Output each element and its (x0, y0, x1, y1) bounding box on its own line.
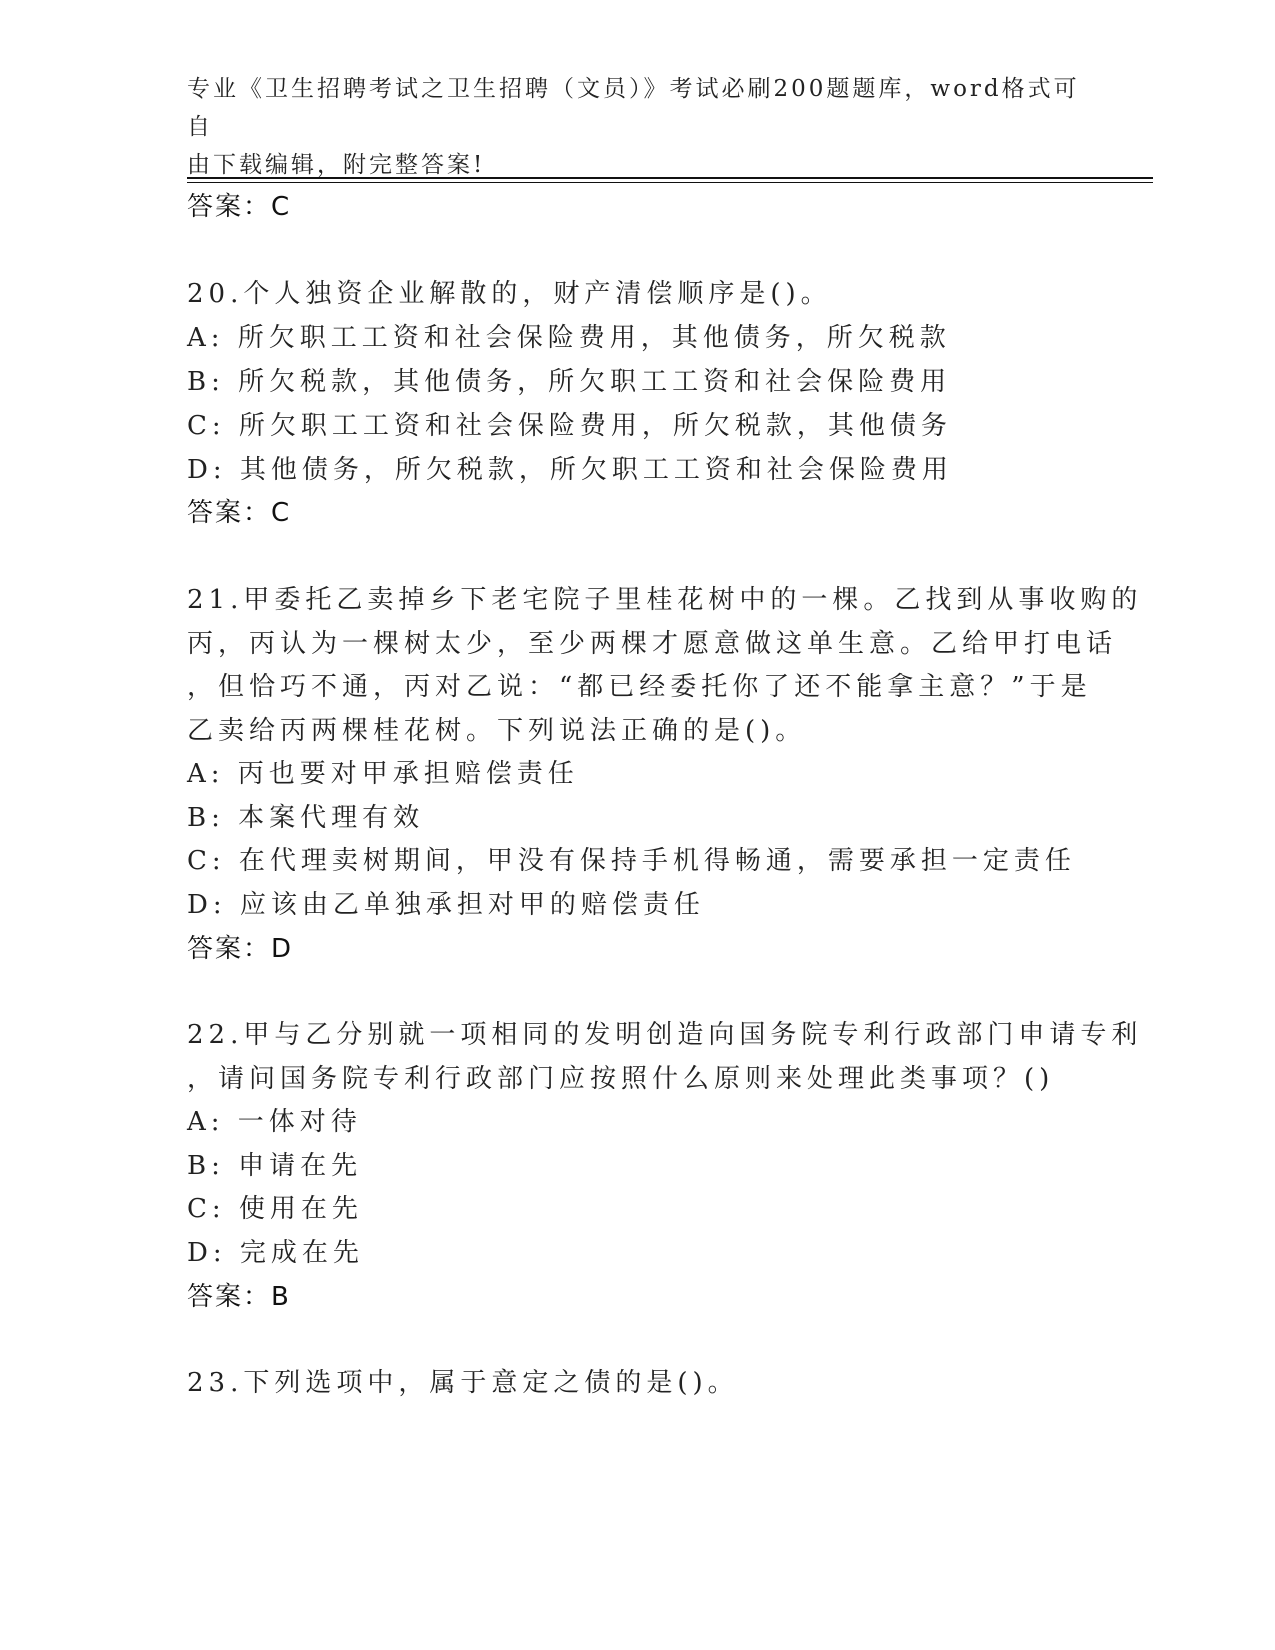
option-a: A: 丙也要对甲承担赔偿责任 (187, 759, 579, 789)
option-b: B: 本案代理有效 (187, 803, 425, 833)
header-divider-thin (187, 182, 1153, 183)
option-d: D: 应该由乙单独承担对甲的赔偿责任 (187, 890, 705, 920)
option-a: A: 一体对待 (187, 1107, 362, 1137)
header-title-line-2: 由下载编辑，附完整答案! (187, 152, 486, 178)
question-stem-line-2: ，请问国务院专利行政部门应按照什么原则来处理此类事项？() (187, 1064, 1055, 1094)
option-b: B: 申请在先 (187, 1151, 363, 1181)
question-stem-line-1: 21.甲委托乙卖掉乡下老宅院子里桂花树中的一棵。乙找到从事收购的 (187, 585, 1143, 615)
previous-answer: 答案：C (187, 192, 292, 222)
question-stem-line-4: 乙卖给丙两棵桂花树。下列说法正确的是()。 (187, 716, 807, 746)
question-answer: 答案：C (187, 498, 292, 528)
question-stem: 23.下列选项中，属于意定之债的是()。 (187, 1368, 739, 1398)
header-title-line-1: 专业《卫生招聘考试之卫生招聘（文员）》考试必刷200题题库，word格式可自 (187, 76, 1080, 140)
question-answer: 答案：D (187, 934, 294, 964)
option-c: C: 使用在先 (187, 1194, 363, 1224)
document-header (187, 70, 1087, 184)
option-d: D: 其他债务，所欠税款，所欠职工工资和社会保险费用 (187, 455, 953, 485)
option-a: A: 所欠职工工资和社会保险费用，其他债务，所欠税款 (187, 323, 951, 353)
question-answer: 答案：B (187, 1282, 291, 1312)
option-b: B: 所欠税款，其他债务，所欠职工工资和社会保险费用 (187, 367, 952, 397)
question-stem-line-1: 22.甲与乙分别就一项相同的发明创造向国务院专利行政部门申请专利 (187, 1020, 1143, 1050)
option-c: C: 在代理卖树期间，甲没有保持手机得畅通，需要承担一定责任 (187, 846, 1076, 876)
question-stem-line-3: ，但恰巧不通，丙对乙说：“都已经委托你了还不能拿主意？”于是 (187, 672, 1092, 702)
header-divider-thick (187, 177, 1153, 179)
question-stem-line-2: 丙，丙认为一棵树太少，至少两棵才愿意做这单生意。乙给甲打电话 (187, 629, 1118, 659)
question-stem: 20.个人独资企业解散的，财产清偿顺序是()。 (187, 279, 832, 309)
option-c: C: 所欠职工工资和社会保险费用，所欠税款，其他债务 (187, 411, 952, 441)
option-d: D: 完成在先 (187, 1238, 364, 1268)
